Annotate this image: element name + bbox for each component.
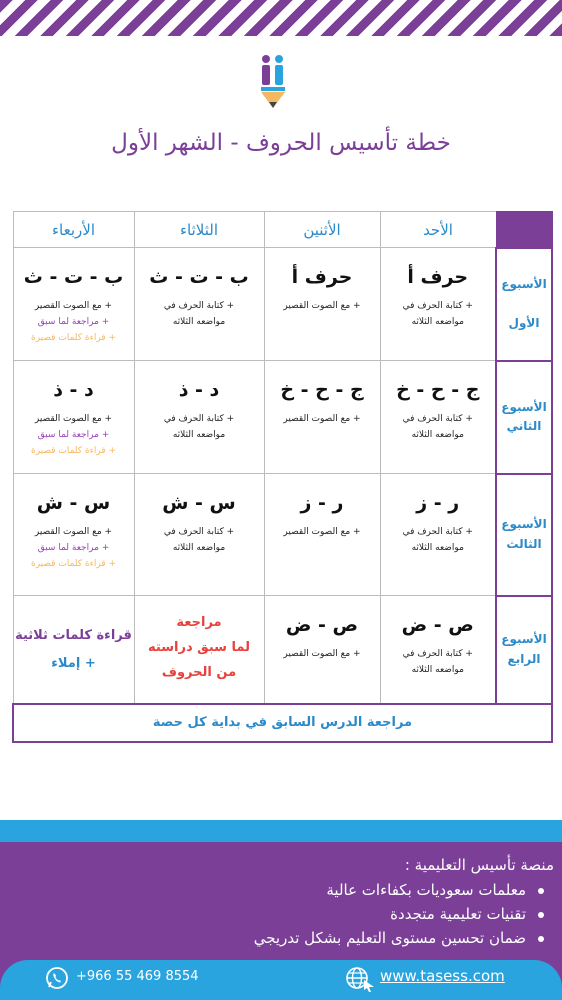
plan-cell: ص - ض + مع الصوت القصير — [264, 596, 380, 704]
list-item: ضمان تحسين مستوى التعليم بشكل تدريجي — [254, 926, 544, 950]
plan-cell: ج - ح - خ + مع الصوت القصير — [264, 361, 380, 474]
accent-band — [0, 820, 562, 842]
review-cell: مراجعة لما سبق دراسته من الحروف — [134, 596, 264, 704]
plan-cell: ر - ز + كتابة الحرف في مواضعه الثلاثه — [380, 474, 496, 596]
day-header: الأحد — [380, 212, 496, 248]
plan-cell: س - ش + كتابة الحرف في مواضعه الثلاثه — [134, 474, 264, 596]
plan-cell: ص - ض + كتابة الحرف في مواضعه الثلاثه — [380, 596, 496, 704]
plan-cell: حرف أ + كتابة الحرف في مواضعه الثلاثه — [380, 248, 496, 361]
plan-cell: د - ذ + كتابة الحرف في مواضعه الثلاثه — [134, 361, 264, 474]
plan-cell: د - ذ + مع الصوت القصير + مراجعة لما سبق + قراءة كلمات قصيرة — [13, 361, 134, 474]
week-label: الأسبوع الأول — [496, 248, 552, 361]
pencil-logo-icon — [259, 54, 287, 110]
week-row — [13, 596, 552, 704]
reading-cell: قراءة كلمات ثلاثية + إملاء — [13, 596, 134, 704]
header-row — [13, 212, 552, 248]
list-item: معلمات سعوديات بكفاءات عالية — [254, 878, 544, 902]
list-item: تقنيات تعليمية متجددة — [254, 902, 544, 926]
week-label: الأسبوع الثالث — [496, 474, 552, 596]
phone-number[interactable]: +966 55 469 8554 — [76, 969, 199, 984]
footer-row — [13, 704, 552, 742]
week-row — [13, 361, 552, 474]
plan-table — [12, 211, 553, 743]
week-label: الأسبوع الرابع — [496, 596, 552, 704]
review-note: مراجعة الدرس السابق في بداية كل حصة — [13, 704, 552, 742]
plan-cell: ب - ت - ث + كتابة الحرف في مواضعه الثلاثه — [134, 248, 264, 361]
week-label: الأسبوع الثاني — [496, 361, 552, 474]
day-header: الأربعاء — [13, 212, 134, 248]
day-header: الأثنين — [264, 212, 380, 248]
plan-cell: ج - ح - خ + كتابة الحرف في مواضعه الثلاثه — [380, 361, 496, 474]
day-header: الثلاثاء — [134, 212, 264, 248]
top-stripes — [0, 0, 562, 36]
plan-cell: ر - ز + مع الصوت القصير — [264, 474, 380, 596]
plan-cell: ب - ت - ث + مع الصوت القصير + مراجعة لما سبق + قراءة كلمات قصيرة — [13, 248, 134, 361]
platform-intro: منصة تأسيس التعليمية : — [404, 856, 554, 874]
cursor-icon — [364, 980, 374, 992]
week-row — [13, 248, 552, 361]
website-link[interactable]: www.tasess.com — [380, 967, 505, 985]
week-row — [13, 474, 552, 596]
feature-list — [254, 878, 544, 950]
plan-cell: حرف أ + مع الصوت القصير — [264, 248, 380, 361]
page-title: خطة تأسيس الحروف - الشهر الأول — [111, 130, 451, 156]
corner-cell — [496, 212, 552, 248]
whatsapp-phone-icon — [45, 966, 69, 990]
plan-cell: س - ش + مع الصوت القصير + مراجعة لما سبق + قراءة كلمات قصيرة — [13, 474, 134, 596]
